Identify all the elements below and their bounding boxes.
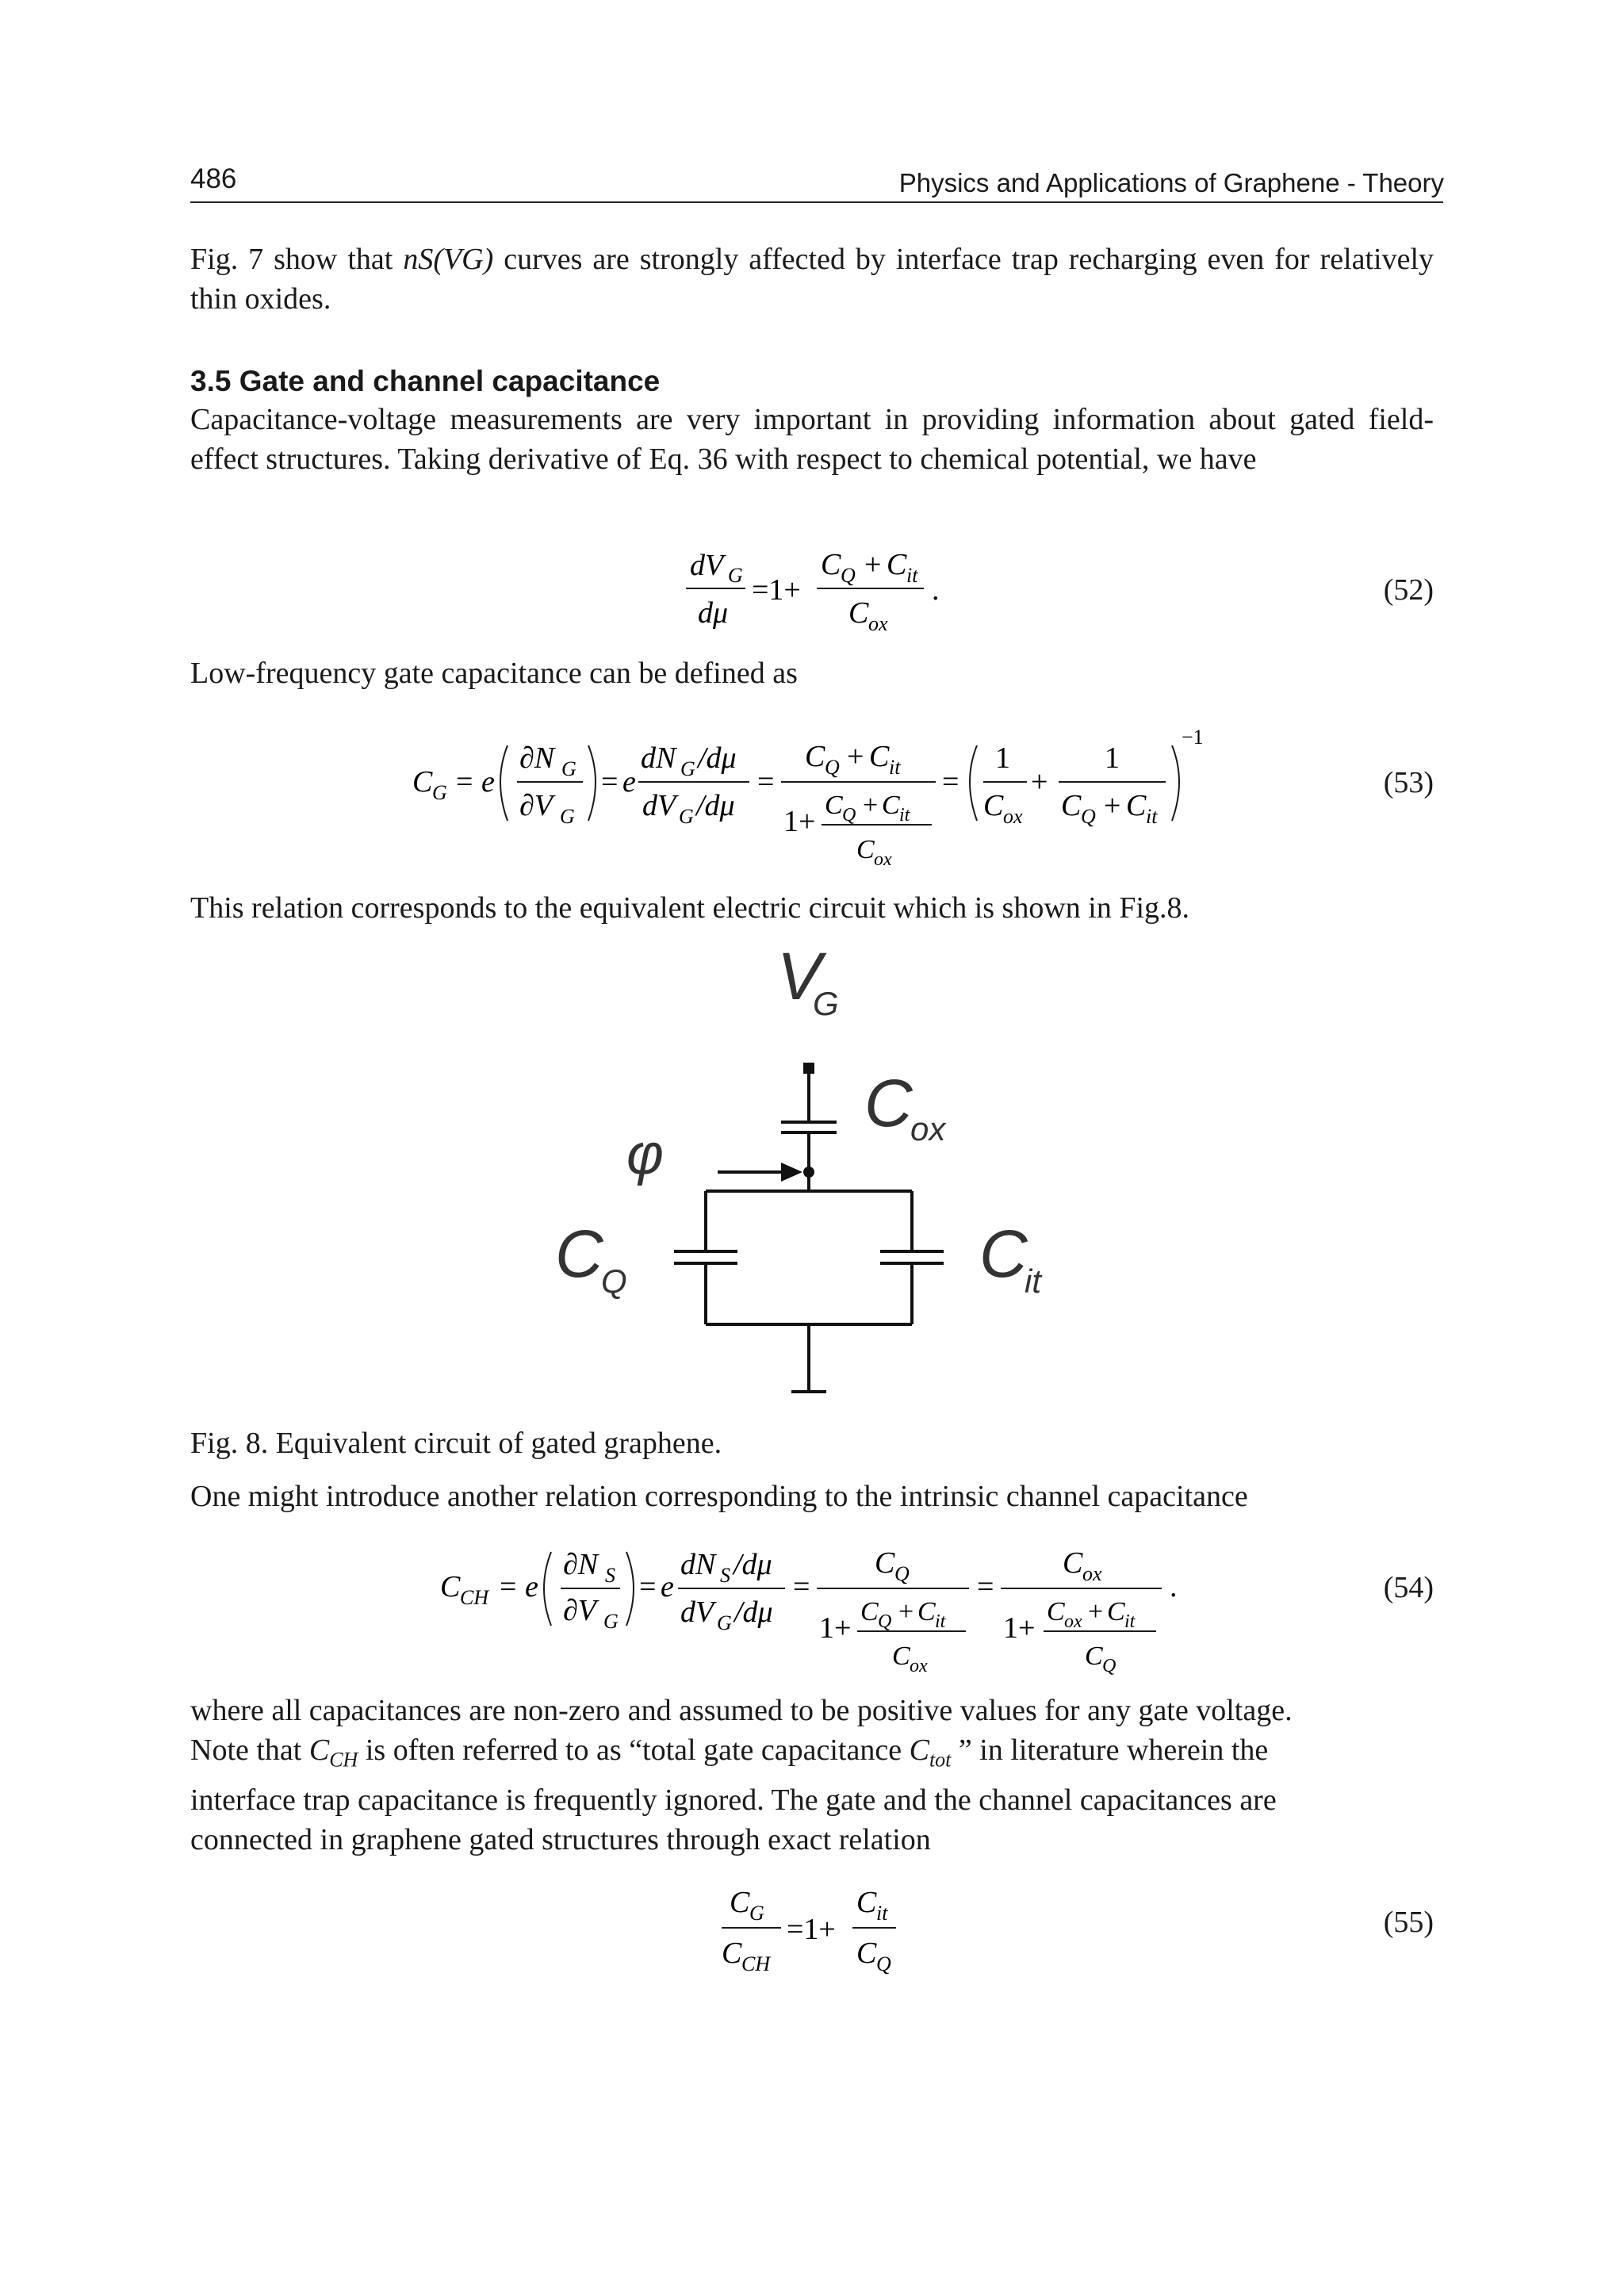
intro-text-before: Fig. 7 show that: [190, 243, 393, 276]
svg-text:=: =: [793, 1570, 810, 1603]
label-phi: [626, 1123, 664, 1186]
svg-text:+: +: [847, 740, 864, 773]
svg-text:G: G: [679, 805, 694, 828]
page-number: 486: [190, 163, 237, 194]
running-title: Physics and Applications of Graphene - Theory: [898, 168, 1444, 197]
label-cq: [555, 1216, 627, 1300]
svg-text:C: C: [1085, 1642, 1103, 1671]
svg-text:Q: Q: [842, 805, 856, 826]
svg-text:G: G: [717, 1611, 732, 1634]
svg-text:C: C: [875, 1546, 895, 1580]
equation-54: [0, 1534, 1624, 1696]
svg-text:ox: ox: [1064, 1611, 1082, 1632]
svg-text:C: C: [882, 791, 900, 820]
svg-text:C: C: [856, 1937, 877, 1970]
svg-text:Q: Q: [878, 1611, 892, 1632]
svg-text:C: C: [440, 1570, 461, 1603]
svg-text:it: it: [906, 564, 918, 587]
svg-text:it: it: [1146, 805, 1158, 828]
svg-text:ox: ox: [1082, 1562, 1102, 1585]
intro-math: nS(VG): [403, 243, 494, 276]
circuit-figure: [539, 944, 1094, 1407]
equation-53: [0, 722, 1624, 883]
potential-arrow: [718, 1163, 802, 1182]
parallel-network: [674, 1191, 944, 1392]
svg-text:it: it: [889, 756, 901, 779]
svg-text:Q: Q: [1081, 805, 1096, 828]
figure-caption: Fig. 8. Equivalent circuit of gated graphene.: [190, 1427, 722, 1460]
svg-text:C: C: [805, 740, 825, 773]
svg-text:1+: 1+: [819, 1611, 852, 1645]
svg-text:C: C: [730, 1886, 750, 1919]
svg-text:ox: ox: [910, 1656, 928, 1676]
svg-text:CH: CH: [741, 1952, 771, 1975]
svg-text:C: C: [983, 789, 1004, 822]
svg-text:C: C: [821, 548, 841, 581]
svg-text:=1+: =1+: [752, 573, 801, 607]
svg-text:it: it: [1124, 1611, 1136, 1632]
svg-text:C: C: [864, 1066, 913, 1140]
svg-text:G: G: [728, 564, 743, 587]
svg-text:C: C: [856, 1886, 877, 1919]
equation-number-55: (55): [1383, 1906, 1434, 1939]
svg-text:e: e: [525, 1570, 538, 1603]
svg-text:C: C: [892, 1642, 910, 1671]
svg-text:+: +: [864, 548, 882, 581]
svg-text:/dμ: /dμ: [733, 1548, 772, 1581]
svg-text:+: +: [1104, 789, 1121, 822]
svg-text:G: G: [560, 805, 575, 828]
svg-text:G: G: [680, 757, 695, 780]
svg-text:dV: dV: [642, 789, 676, 822]
svg-text:=: =: [757, 765, 775, 799]
header-rule: [190, 201, 1443, 203]
svg-text:Q: Q: [825, 756, 840, 779]
svg-text:1: 1: [1105, 741, 1120, 775]
svg-text:1+: 1+: [783, 805, 816, 838]
svg-text:=1+: =1+: [787, 1913, 836, 1946]
svg-text:+: +: [1031, 765, 1048, 799]
relation-text: This relation corresponds to the equivalent electric circuit which is shown in Fig.8.: [190, 891, 1190, 925]
equation-52: [0, 539, 1624, 646]
svg-text:−1: −1: [1182, 726, 1204, 749]
svg-text:∂V: ∂V: [563, 1594, 596, 1627]
svg-text:ox: ox: [868, 612, 888, 635]
svg-text:dN: dN: [641, 741, 676, 775]
svg-text:C: C: [848, 596, 869, 630]
svg-text:.: .: [1170, 1570, 1178, 1603]
svg-text:dV: dV: [680, 1596, 714, 1629]
svg-text:.: .: [932, 573, 940, 607]
equation-number-52: (52): [1383, 573, 1434, 607]
svg-text:C: C: [825, 791, 843, 820]
intrinsic-text: One might introduce another relation corresponding to the intrinsic channel capacitance: [190, 1480, 1248, 1513]
svg-text:S: S: [605, 1564, 615, 1587]
para-line-4: connected in graphene gated structures through exact relation: [190, 1822, 931, 1856]
svg-text:ox: ox: [874, 849, 892, 870]
svg-text:/dμ: /dμ: [696, 789, 735, 822]
svg-text:C: C: [1047, 1597, 1065, 1626]
svg-text:C: C: [555, 1216, 603, 1291]
svg-text:G: G: [749, 1902, 764, 1925]
svg-text:=: =: [942, 765, 959, 799]
svg-text:G: G: [813, 985, 839, 1022]
svg-text:C: C: [1126, 789, 1147, 822]
svg-text:+: +: [1088, 1597, 1104, 1626]
svg-text:C: C: [856, 835, 875, 864]
svg-text:S: S: [720, 1564, 730, 1587]
svg-text:it: it: [899, 805, 910, 826]
svg-text:=: =: [977, 1570, 994, 1603]
svg-text:e: e: [622, 765, 636, 799]
svg-text:∂N: ∂N: [519, 741, 555, 775]
label-vg: [777, 944, 839, 1022]
svg-text:C: C: [412, 765, 433, 799]
svg-text:C: C: [869, 740, 890, 773]
svg-text:it: it: [876, 1902, 888, 1925]
section-heading: 3.5 Gate and channel capacitance: [190, 365, 661, 397]
equation-number-54: (54): [1383, 1571, 1434, 1604]
svg-text:C: C: [860, 1597, 879, 1626]
svg-text:G: G: [561, 757, 576, 780]
svg-text:it: it: [935, 1611, 946, 1632]
svg-text:ox: ox: [910, 1110, 946, 1147]
intro-paragraph: [190, 239, 1434, 319]
svg-text:∂N: ∂N: [563, 1548, 599, 1581]
svg-text:e: e: [481, 765, 495, 799]
svg-text:Q: Q: [894, 1562, 910, 1585]
svg-text:C: C: [917, 1597, 936, 1626]
svg-text:=: =: [639, 1570, 657, 1603]
svg-text:/dμ: /dμ: [698, 741, 737, 775]
svg-text:ox: ox: [1003, 805, 1023, 828]
svg-text:=: =: [601, 765, 619, 799]
math-ctot: $C_{tot}$: [909, 1734, 952, 1772]
svg-text:φ: φ: [626, 1123, 664, 1186]
svg-text:∂V: ∂V: [519, 789, 553, 822]
svg-text:/dμ: /dμ: [734, 1596, 773, 1629]
para-line-2: Note that $C_{CH}$ is often referred to as “total gate capacitance $C_{tot}$ ” in literature wherein the: [190, 1734, 1269, 1772]
svg-text:dN: dN: [680, 1548, 716, 1581]
svg-text:+: +: [898, 1597, 914, 1626]
svg-text:V: V: [777, 944, 822, 1013]
equation-55: [0, 1875, 1624, 1982]
svg-text:C: C: [1107, 1597, 1125, 1626]
svg-text:Q: Q: [1102, 1656, 1116, 1676]
svg-text:e: e: [661, 1570, 674, 1603]
svg-text:+: +: [863, 791, 879, 820]
svg-text:C: C: [887, 548, 907, 581]
svg-text:=: =: [500, 1570, 517, 1603]
svg-text:C: C: [1061, 789, 1082, 822]
svg-text:=: =: [456, 765, 473, 799]
svg-text:C: C: [722, 1937, 742, 1970]
svg-text:CH: CH: [460, 1586, 489, 1609]
svg-text:1+: 1+: [1003, 1611, 1036, 1645]
paragraph-after-54: [190, 1691, 1434, 1860]
intro-text-after: curves are strongly affected by interface trap recharging even for relatively thin oxides.: [190, 243, 1434, 316]
svg-text:C: C: [979, 1216, 1028, 1291]
para-line-3: interface trap capacitance is frequently ignored. The gate and the channel capacitances are: [190, 1783, 1277, 1817]
low-frequency-text: Low-frequency gate capacitance can be defined as: [190, 657, 798, 690]
svg-text:dV: dV: [690, 549, 724, 582]
math-cch: $C_{CH}$: [308, 1734, 358, 1772]
svg-text:C: C: [1063, 1546, 1083, 1580]
svg-text:G: G: [603, 1610, 619, 1633]
svg-text:Q: Q: [841, 564, 856, 587]
para-line-1: where all capacitances are non-zero and assumed to be positive values for any gate voltage.: [190, 1694, 1293, 1727]
svg-text:dμ: dμ: [698, 596, 729, 630]
svg-text:Q: Q: [601, 1262, 627, 1300]
section-paragraph-1: Capacitance-voltage measurements are very important in providing information about gated field-effect structures. Taking derivative of Eq. 36 with respect to chemical potential, we have: [190, 403, 1434, 476]
svg-text:1: 1: [995, 741, 1010, 775]
svg-text:it: it: [1025, 1262, 1041, 1300]
equation-number-53: (53): [1383, 766, 1434, 799]
label-cit: [979, 1216, 1043, 1300]
label-cox: [864, 1066, 947, 1147]
svg-text:Q: Q: [876, 1952, 891, 1975]
svg-text:G: G: [432, 781, 447, 804]
